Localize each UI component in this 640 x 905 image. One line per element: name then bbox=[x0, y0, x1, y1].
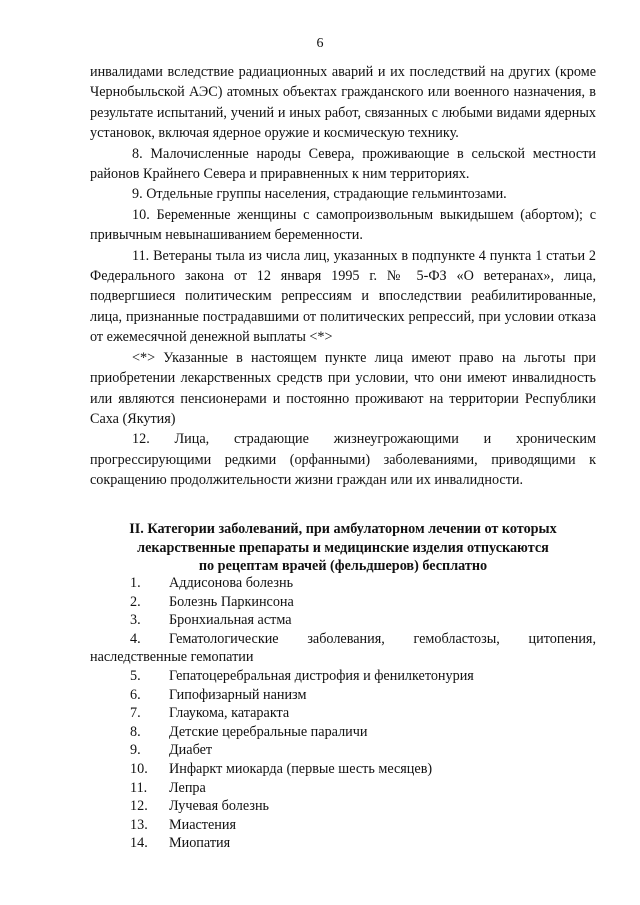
list-item-text: Болезнь Паркинсона bbox=[169, 593, 294, 610]
page-number: 6 bbox=[316, 36, 324, 51]
list-item-number: 10. bbox=[130, 760, 148, 777]
list-item-continuation: наследственные гемопатии bbox=[90, 649, 254, 666]
list-item-text: Лучевая болезнь bbox=[169, 798, 270, 815]
list-item-text: Глаукома, катаракта bbox=[169, 705, 290, 722]
list-item bbox=[90, 797, 596, 816]
list-item-number: 11. bbox=[130, 779, 148, 796]
list-item bbox=[90, 723, 596, 742]
list-item-text: Гепатоцеребральная дистрофия и фенилкетонурия bbox=[169, 667, 474, 684]
paragraph-10: 10. Беременные женщины с самопроизвольным выкидышем (абортом); с привычным невынашиванием беременности. bbox=[90, 206, 596, 244]
list-item-text: Бронхиальная астма bbox=[169, 612, 292, 629]
list-item bbox=[90, 667, 596, 686]
list-item-number: 7. bbox=[130, 705, 141, 722]
list-item bbox=[90, 593, 596, 612]
list-item bbox=[90, 741, 596, 760]
list-item-number: 2. bbox=[130, 593, 141, 610]
list-item-text: Инфаркт миокарда (первые шесть месяцев) bbox=[169, 760, 433, 777]
list-item bbox=[90, 611, 596, 630]
list-item-number: 14. bbox=[130, 835, 148, 852]
list-item bbox=[90, 704, 596, 723]
list-item bbox=[90, 574, 596, 593]
list-item-number: 13. bbox=[130, 816, 148, 833]
paragraph-11: 11. Ветераны тыла из числа лиц, указанных в подпункте 4 пункта 1 статьи 2 Федерального закона от 12 января 1995 г. № 5-ФЗ «О ветеранах», лица, подвергшиеся политическим репрессиям и впоследствии реабилитированные, лица, признанные пострадавшими от политических репрессий, при условии отказа от ежемесячной денежной выплаты <*> bbox=[90, 247, 596, 346]
list-item bbox=[90, 630, 596, 649]
list-item-number: 12. bbox=[130, 798, 148, 815]
list-item-text: Аддисонова болезнь bbox=[169, 575, 294, 591]
paragraph-8: 8. Малочисленные народы Севера, проживающие в сельской местности районов Крайнего Севера и приравненных к ним территориях. bbox=[90, 145, 596, 183]
list-item bbox=[90, 779, 596, 798]
list-item bbox=[90, 816, 596, 835]
list-item bbox=[90, 760, 596, 779]
paragraph-9: 9. Отдельные группы населения, страдающие гельминтозами. bbox=[132, 186, 507, 203]
list-item-number: 9. bbox=[130, 742, 141, 759]
list-item-text: Лепра bbox=[169, 779, 206, 796]
paragraph-7-continuation: инвалидами вследствие радиационных аварий и их последствий на других (кроме Чернобыльской АЭС) атомных объектах гражданского или военного назначения, в результате испытаний, учений и иных работ, связанных с любыми видами ядерных установок, включая ядерное оружие и космическую технику. bbox=[90, 64, 596, 142]
list-item-number: 4. bbox=[130, 630, 141, 647]
list-item-number: 3. bbox=[130, 612, 141, 629]
list-item-text: Миастения bbox=[169, 816, 237, 833]
list-item bbox=[90, 834, 596, 853]
list-item-text: Диабет bbox=[169, 742, 213, 759]
list-item-text: Гематологические заболевания, гемобластозы, цитопения, bbox=[169, 630, 596, 647]
list-item-number: 6. bbox=[130, 686, 141, 703]
eligibility-list-continued bbox=[90, 62, 596, 491]
list-item-number: 5. bbox=[130, 667, 141, 684]
disease-list bbox=[90, 574, 596, 853]
section-2-title-line-3: по рецептам врачей (фельдшеров) бесплатно bbox=[198, 558, 488, 574]
section-2-title-line-1: II. Категории заболеваний, при амбулаторном лечении от которых bbox=[129, 521, 557, 537]
list-item bbox=[90, 686, 596, 705]
paragraph-12: 12. Лица, страдающие жизнеугрожающими и хроническим прогрессирующими редкими (орфанными) заболеваниями, приводящими к сокращению продолжительности жизни граждан или их инвалидности. bbox=[90, 431, 596, 489]
list-item-number: 1. bbox=[130, 575, 141, 591]
list-item-number: 8. bbox=[130, 723, 141, 740]
list-item-text: Гипофизарный нанизм bbox=[169, 686, 307, 703]
section-2-title-line-2: лекарственные препараты и медицинские изделия отпускаются bbox=[137, 539, 549, 556]
list-item-text: Детские церебральные параличи bbox=[169, 723, 368, 740]
section-2-title bbox=[90, 520, 596, 576]
footnote: <*> Указанные в настоящем пункте лица имеют право на льготы при приобретении лекарственных средств при условии, что они имеют инвалидность или являются пенсионерами и постоянно проживают на территории Республики Саха (Якутия) bbox=[90, 349, 596, 427]
list-item-text: Миопатия bbox=[169, 835, 231, 852]
